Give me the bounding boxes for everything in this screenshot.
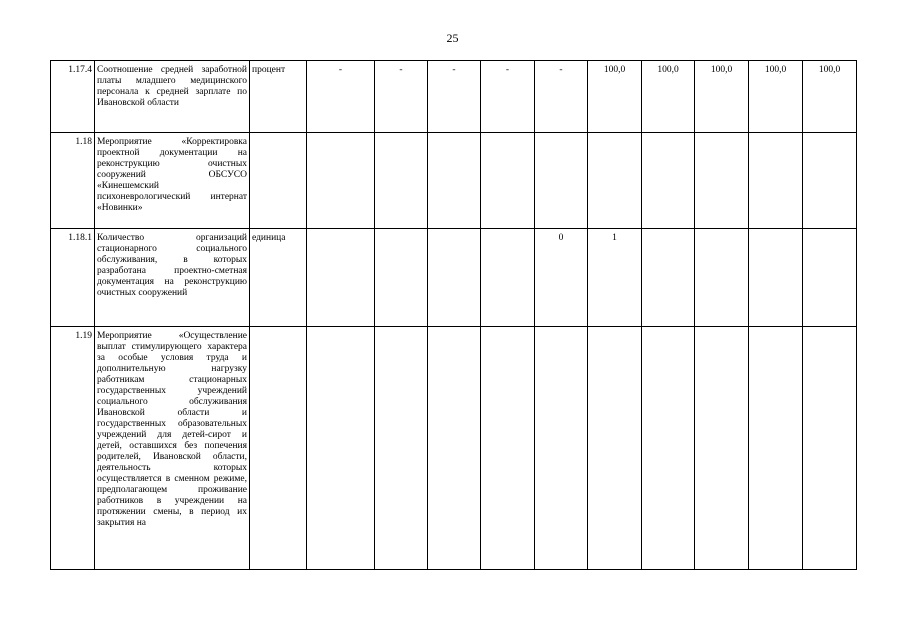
- value-cell: [642, 327, 695, 570]
- value-cell: [803, 327, 857, 570]
- value-cell: [749, 229, 803, 327]
- value-cell: [375, 327, 428, 570]
- value-cell: 100,0: [749, 61, 803, 133]
- value-cell: 1: [588, 229, 642, 327]
- value-cell: [428, 327, 481, 570]
- value-cell: 100,0: [588, 61, 642, 133]
- value-cell: [375, 229, 428, 327]
- row-number: 1.17.4: [51, 61, 95, 133]
- value-cell: [535, 133, 588, 229]
- value-cell: [803, 133, 857, 229]
- value-cell: [749, 327, 803, 570]
- value-cell: -: [481, 61, 535, 133]
- table-row: [51, 133, 857, 229]
- value-cell: [307, 327, 375, 570]
- row-unit: [250, 327, 307, 570]
- table-row: [51, 61, 857, 133]
- row-description: Количество организаций стационарного социального обслуживания, в которых разработана проектно-сметная документация на реконструкцию очистных сооружений: [95, 229, 250, 327]
- table-row: [51, 327, 857, 570]
- value-cell: [588, 133, 642, 229]
- row-unit: единица: [250, 229, 307, 327]
- value-cell: [428, 229, 481, 327]
- value-cell: [428, 133, 481, 229]
- value-cell: [695, 229, 749, 327]
- indicators-table: [50, 60, 857, 570]
- row-description: Мероприятие «Осуществление выплат стимулирующего характера за особые условия труда и дополнительную нагрузку работникам стационарных государственных учреждений социального обслуживания Ивановской области и государственных образовательных учреждений для детей-сирот и детей, оставшихся без попечения родителей, Ивановской области, деятельность которых осуществляется в сменном режиме, предполагающем проживание работников в учреждении на протяжении смены, в период их закрытия на: [95, 327, 250, 570]
- value-cell: [307, 229, 375, 327]
- value-cell: -: [307, 61, 375, 133]
- value-cell: [588, 327, 642, 570]
- value-cell: [695, 327, 749, 570]
- row-number: 1.18.1: [51, 229, 95, 327]
- value-cell: -: [428, 61, 481, 133]
- value-cell: [481, 327, 535, 570]
- row-description: Соотношение средней заработной платы младшего медицинского персонала к средней зарплате по Ивановской области: [95, 61, 250, 133]
- value-cell: [375, 133, 428, 229]
- value-cell: 0: [535, 229, 588, 327]
- value-cell: [535, 327, 588, 570]
- row-number: 1.19: [51, 327, 95, 570]
- value-cell: [695, 133, 749, 229]
- value-cell: [481, 229, 535, 327]
- value-cell: -: [535, 61, 588, 133]
- value-cell: [307, 133, 375, 229]
- value-cell: [749, 133, 803, 229]
- value-cell: 100,0: [642, 61, 695, 133]
- value-cell: 100,0: [695, 61, 749, 133]
- page-number: 25: [446, 31, 459, 45]
- row-description: Мероприятие «Корректировка проектной документации на реконструкцию очистных сооружений ОБСУСО «Кинешемский психоневрологический интернат «Новинки»: [95, 133, 250, 229]
- value-cell: [642, 133, 695, 229]
- value-cell: [803, 229, 857, 327]
- row-unit: процент: [250, 61, 307, 133]
- table-row: [51, 229, 857, 327]
- value-cell: -: [375, 61, 428, 133]
- row-unit: [250, 133, 307, 229]
- value-cell: 100,0: [803, 61, 857, 133]
- value-cell: [481, 133, 535, 229]
- value-cell: [642, 229, 695, 327]
- row-number: 1.18: [51, 133, 95, 229]
